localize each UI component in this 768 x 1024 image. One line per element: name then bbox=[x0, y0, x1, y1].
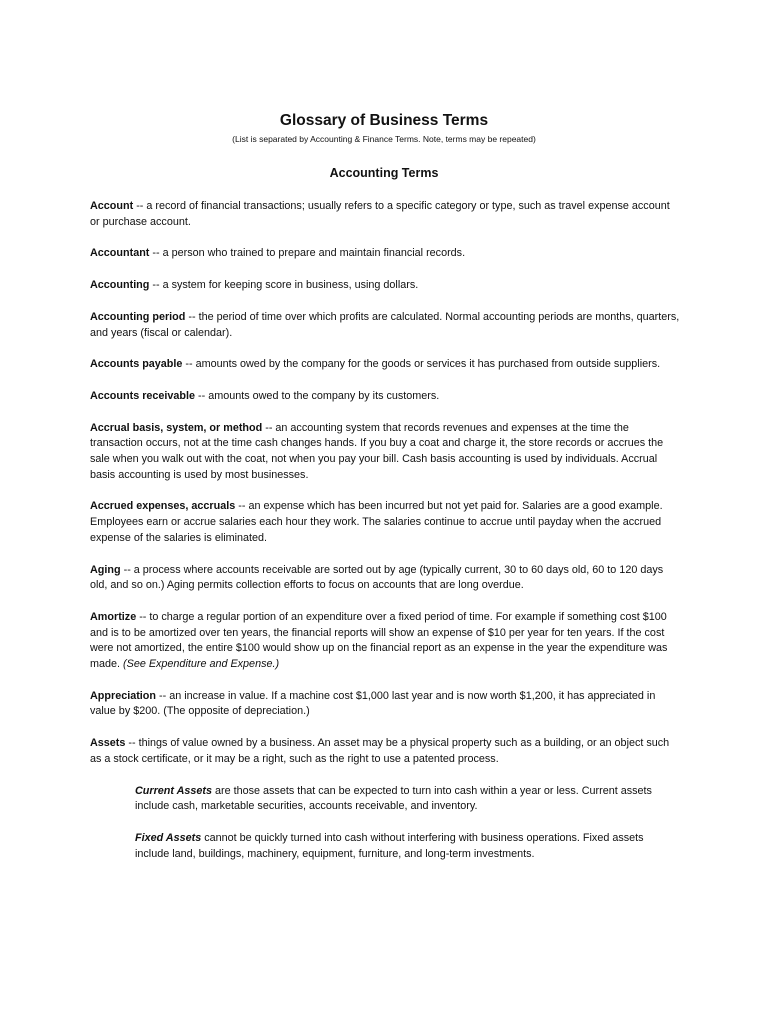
glossary-entry-assets bbox=[90, 736, 680, 767]
glossary-subentry-fixed-assets bbox=[135, 831, 680, 862]
glossary-entry-accrual-basis bbox=[90, 421, 680, 484]
glossary-definition: -- a system for keeping score in business, using dollars. bbox=[149, 279, 419, 292]
glossary-list bbox=[90, 199, 680, 878]
section-heading: Accounting Terms bbox=[329, 166, 439, 180]
glossary-definition: -- an increase in value. If a machine cost $1,000 last year and is now worth $1,200, it has appreciated in value by $200. (The opposite of depreciation.) bbox=[90, 689, 656, 718]
glossary-term: Accrual basis, system, or method bbox=[90, 421, 263, 434]
glossary-definition: -- amounts owed by the company for the goods or services it has purchased from outside suppliers. bbox=[182, 358, 661, 371]
glossary-entry-accounting bbox=[90, 278, 680, 294]
glossary-entry-accountant bbox=[90, 246, 680, 262]
cross-reference-note: (See Expenditure and Expense.) bbox=[123, 658, 280, 671]
glossary-entry-accounts-receivable bbox=[90, 389, 680, 405]
glossary-term: Fixed Assets bbox=[135, 831, 202, 844]
glossary-definition: -- a record of financial transactions; usually refers to a specific category or type, such as travel expense account or purchase account. bbox=[90, 200, 670, 228]
glossary-entry-accounting-period bbox=[90, 310, 680, 341]
glossary-definition: -- an accounting system that records revenues and expenses at the time the transaction occurs, not at the time cash changes hands. If you buy a coat and charge it, the store records or accrues the sale when you walk out with the coat, not when you pay your bill. Cash basis accounting is used by individuals. Accrual basis accounting is used by most businesses. bbox=[90, 421, 664, 481]
glossary-term: Accounts receivable bbox=[90, 389, 196, 402]
page-title: Glossary of Business Terms bbox=[279, 112, 489, 129]
glossary-definition: cannot be quickly turned into cash without interfering with business operations. Fixed assets include land, buildings, machinery, equipment, furniture, and long-term investments. bbox=[135, 831, 644, 860]
glossary-entry-accrued-expenses bbox=[90, 499, 680, 546]
glossary-definition: -- the period of time over which profits are calculated. Normal accounting periods are months, quarters, and years (fiscal or calendar). bbox=[90, 310, 680, 339]
glossary-definition: -- an expense which has been incurred but not yet paid for. Salaries are a good example. Employees earn or accrue salaries each hour they work. The salaries continue to accrue until payday when the accrued expense of the salaries is eliminated. bbox=[90, 500, 663, 544]
glossary-definition: -- a process where accounts receivable are sorted out by age (typically current, 30 to 60 days old, 60 to 120 days old, and so on.) Aging permits collection efforts to focus on accounts that are long overdue. bbox=[90, 563, 664, 592]
glossary-term: Accounting period bbox=[90, 310, 186, 323]
glossary-term: Accounting bbox=[90, 279, 150, 292]
glossary-entry-accounts-payable bbox=[90, 357, 680, 373]
glossary-term: Appreciation bbox=[90, 689, 156, 702]
glossary-definition: -- things of value owned by a business. An asset may be a physical property such as a building, or an object such as a stock certificate, or it may be a right, such as the right to use a patented process. bbox=[90, 737, 670, 765]
glossary-definition: -- to charge a regular portion of an expenditure over a fixed period of time. For example if something cost $100 and is to be amortized over ten years, the financial reports will show an expense of $10 per year for ten years. If the cost were not amortized, the entire $100 would show up on the financial report as an expense in the year the expenditure was made. bbox=[90, 610, 668, 671]
glossary-entry-account bbox=[90, 199, 680, 230]
glossary-definition: -- a person who trained to prepare and maintain financial records. bbox=[149, 247, 466, 260]
glossary-term: Aging bbox=[90, 563, 121, 576]
glossary-term: Current Assets bbox=[135, 784, 213, 797]
glossary-term: Accrued expenses, accruals bbox=[90, 500, 236, 513]
glossary-definition: -- amounts owed to the company by its customers. bbox=[195, 389, 440, 402]
glossary-term: Accountant bbox=[90, 247, 150, 260]
glossary-entry-appreciation bbox=[90, 689, 680, 720]
page-subtitle: (List is separated by Accounting & Finance Terms. Note, terms may be repeated) bbox=[232, 134, 536, 144]
glossary-term: Account bbox=[90, 200, 134, 212]
glossary-entry-amortize bbox=[90, 610, 680, 673]
glossary-term: Amortize bbox=[90, 610, 137, 623]
glossary-entry-aging bbox=[90, 563, 680, 594]
glossary-definition: are those assets that can be expected to turn into cash within a year or less. Current assets include cash, marketable securities, accounts receivable, and inventory. bbox=[135, 784, 652, 813]
glossary-subentry-current-assets bbox=[135, 784, 680, 815]
glossary-term: Accounts payable bbox=[90, 358, 183, 371]
glossary-term: Assets bbox=[90, 737, 126, 750]
